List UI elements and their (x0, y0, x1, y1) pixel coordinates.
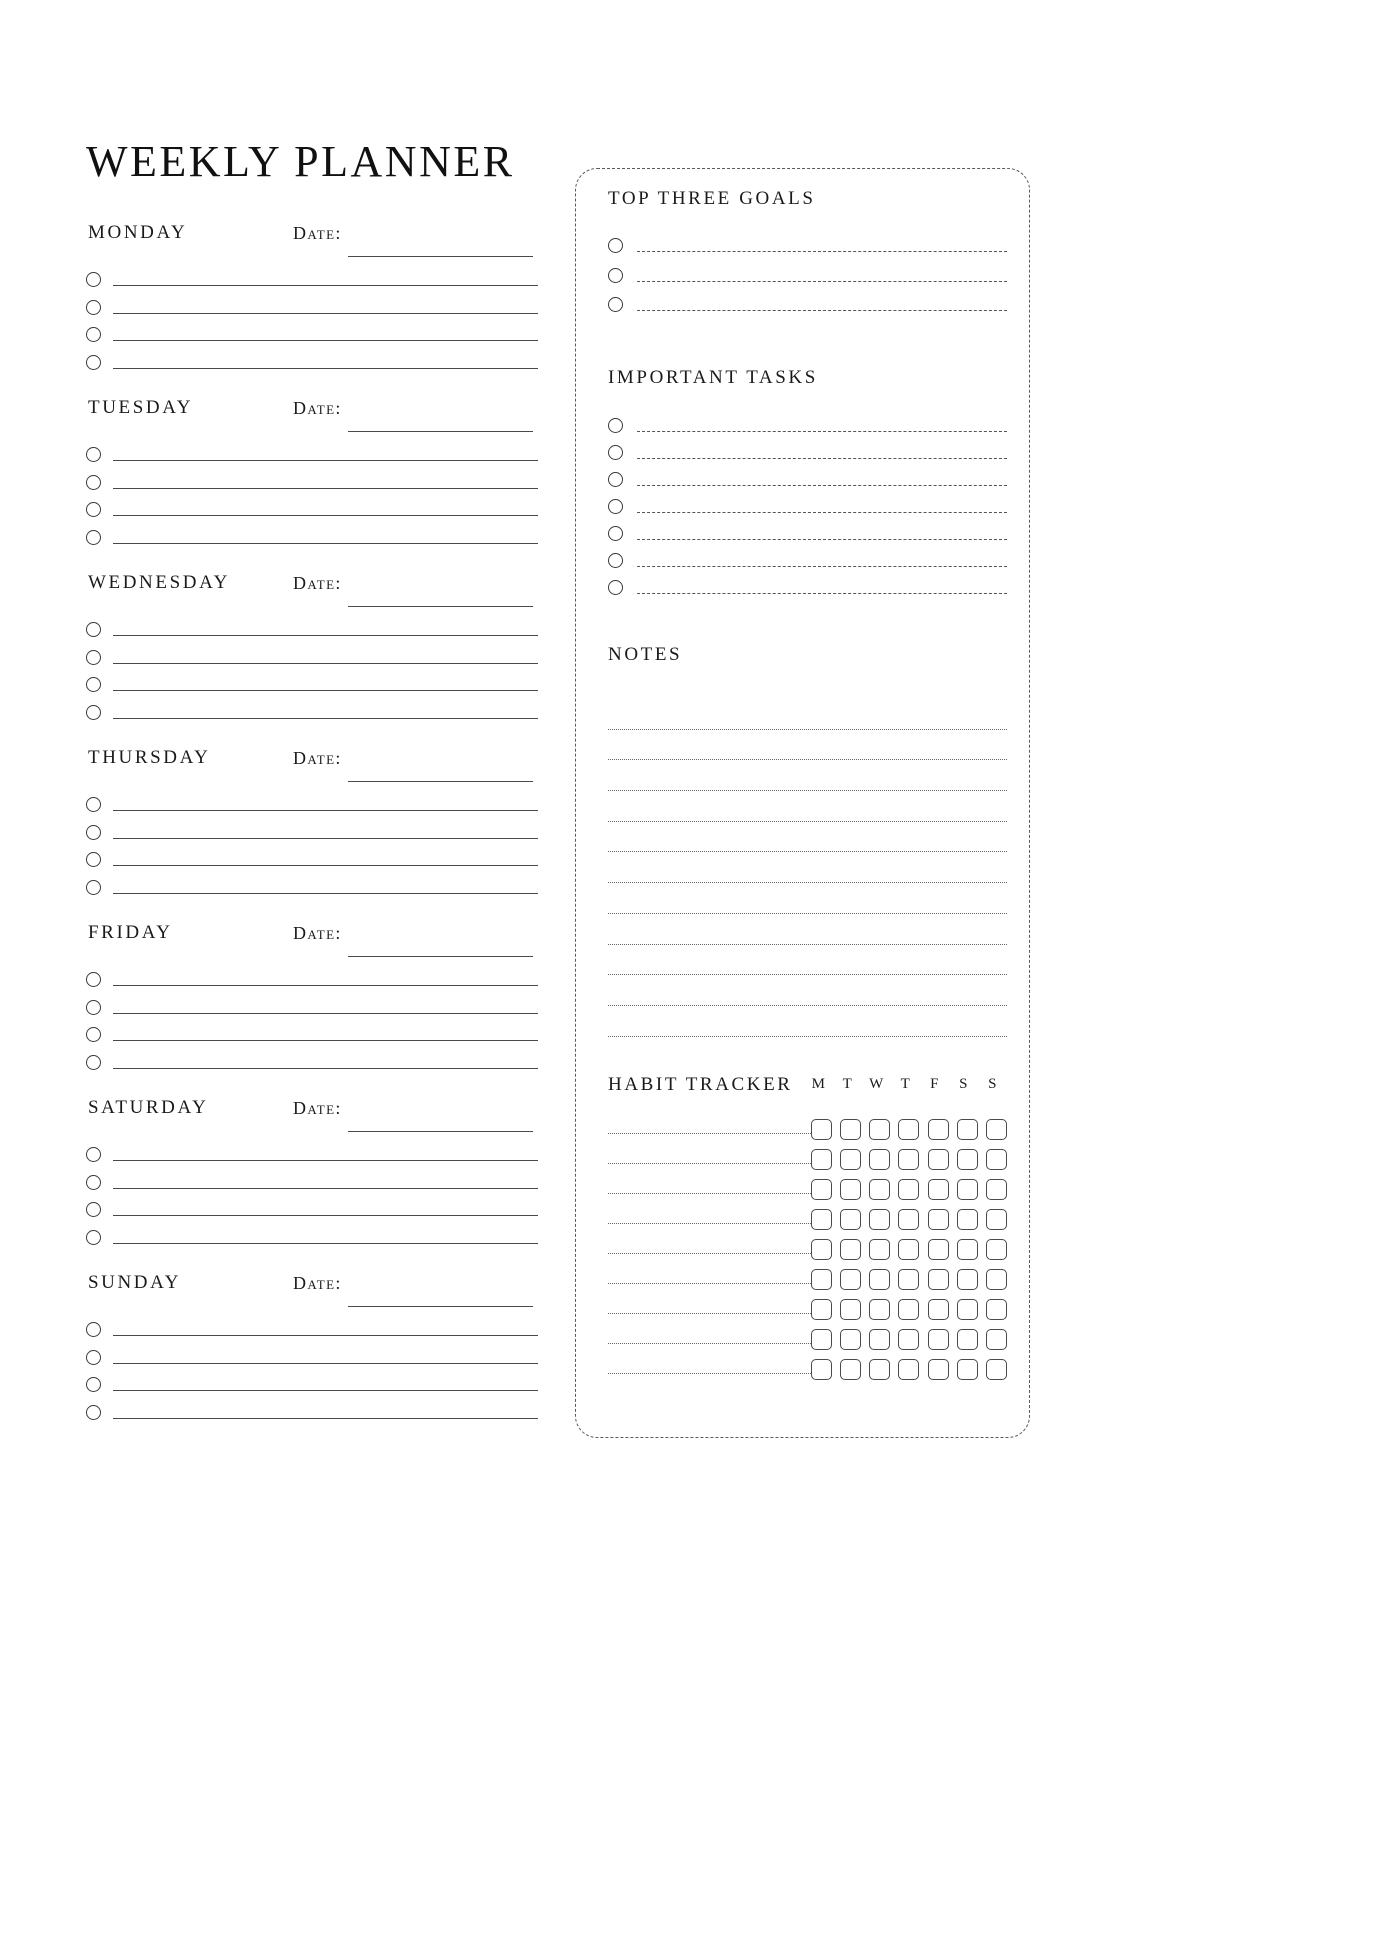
day-header (86, 922, 538, 966)
day-task-row[interactable] (86, 819, 538, 847)
important-tasks-list (608, 412, 1007, 601)
habit-checkbox-group (811, 1119, 1007, 1140)
task-write-line[interactable] (113, 460, 538, 461)
date-input-line[interactable] (348, 956, 533, 957)
habit-checkbox[interactable] (898, 1239, 919, 1260)
day-task-row[interactable] (86, 644, 538, 672)
checkbox-circle-icon[interactable] (86, 1027, 101, 1042)
habit-checkbox[interactable] (869, 1179, 890, 1200)
habit-checkbox[interactable] (986, 1239, 1007, 1260)
checkbox-circle-icon[interactable] (608, 268, 623, 283)
habit-row[interactable] (608, 1354, 1007, 1384)
habit-checkbox[interactable] (986, 1329, 1007, 1350)
task-write-line[interactable] (113, 515, 538, 516)
task-write-line[interactable] (113, 543, 538, 544)
checkbox-circle-icon[interactable] (86, 650, 101, 665)
day-task-row[interactable] (86, 1196, 538, 1224)
day-task-row[interactable] (86, 524, 538, 552)
date-label: Date: (293, 573, 342, 593)
day-name-thursday: THURSDAY (88, 747, 211, 768)
date-label: Date: (293, 1273, 342, 1293)
checkbox-circle-icon[interactable] (86, 1055, 101, 1070)
checkbox-circle-icon[interactable] (86, 1147, 101, 1162)
checkbox-circle-icon[interactable] (86, 502, 101, 517)
task-write-line[interactable] (113, 810, 538, 811)
date-label: Date: (293, 923, 342, 943)
habit-checkbox[interactable] (928, 1359, 949, 1380)
habit-checkbox[interactable] (898, 1359, 919, 1380)
habit-day-initials (804, 1076, 1007, 1093)
checkbox-circle-icon[interactable] (608, 472, 623, 487)
date-input-line[interactable] (348, 1306, 533, 1307)
task-write-line[interactable] (113, 340, 538, 341)
important-task-row[interactable] (608, 574, 1007, 601)
right-panel (575, 168, 1030, 1438)
day-header (86, 1097, 538, 1141)
note-write-line[interactable] (608, 1006, 1007, 1037)
habit-checkbox[interactable] (811, 1299, 832, 1320)
day-block (86, 747, 538, 901)
habit-checkbox[interactable] (869, 1239, 890, 1260)
note-write-line[interactable] (608, 699, 1007, 730)
day-task-row[interactable] (86, 1141, 538, 1169)
day-block (86, 397, 538, 551)
day-task-row[interactable] (86, 1021, 538, 1049)
checkbox-circle-icon[interactable] (86, 300, 101, 315)
habit-checkbox[interactable] (957, 1149, 978, 1170)
habit-name-line[interactable] (608, 1163, 811, 1164)
important-task-row[interactable] (608, 466, 1007, 493)
task-write-line[interactable] (113, 985, 538, 986)
habit-checkbox[interactable] (986, 1269, 1007, 1290)
task-write-line[interactable] (113, 635, 538, 636)
habit-checkbox-group (811, 1359, 1007, 1380)
habit-checkbox[interactable] (869, 1359, 890, 1380)
task-write-line[interactable] (113, 663, 538, 664)
checkbox-circle-icon[interactable] (608, 445, 623, 460)
habit-checkbox[interactable] (898, 1149, 919, 1170)
day-task-row[interactable] (86, 321, 538, 349)
habit-name-line[interactable] (608, 1253, 811, 1254)
habit-tracker-header (608, 1074, 1007, 1114)
checkbox-circle-icon[interactable] (86, 1350, 101, 1365)
checkbox-circle-icon[interactable] (608, 526, 623, 541)
task-write-line[interactable] (113, 1188, 538, 1189)
date-label: Date: (293, 748, 342, 768)
task-write-line[interactable] (113, 1418, 538, 1419)
checkbox-circle-icon[interactable] (86, 1377, 101, 1392)
checkbox-circle-icon[interactable] (608, 238, 623, 253)
habit-checkbox[interactable] (957, 1119, 978, 1140)
day-task-row[interactable] (86, 846, 538, 874)
checkbox-circle-icon[interactable] (86, 355, 101, 370)
habit-day-initial: S (988, 1076, 997, 1092)
habit-name-line[interactable] (608, 1193, 811, 1194)
day-header (86, 397, 538, 441)
habit-row[interactable] (608, 1264, 1007, 1294)
habit-row[interactable] (608, 1324, 1007, 1354)
day-header (86, 222, 538, 266)
checkbox-circle-icon[interactable] (608, 580, 623, 595)
habit-checkbox[interactable] (957, 1179, 978, 1200)
day-task-row[interactable] (86, 616, 538, 644)
day-task-row[interactable] (86, 1371, 538, 1399)
task-write-line[interactable] (113, 1013, 538, 1014)
write-line[interactable] (637, 485, 1007, 486)
habit-checkbox[interactable] (840, 1149, 861, 1170)
habit-checkbox[interactable] (869, 1209, 890, 1230)
day-task-row[interactable] (86, 874, 538, 902)
checkbox-circle-icon[interactable] (86, 705, 101, 720)
day-name-saturday: SATURDAY (88, 1097, 209, 1118)
habit-row[interactable] (608, 1234, 1007, 1264)
habit-day-initial: W (869, 1076, 884, 1092)
task-write-line[interactable] (113, 1363, 538, 1364)
day-task-row[interactable] (86, 1224, 538, 1252)
task-write-line[interactable] (113, 1040, 538, 1041)
important-task-row[interactable] (608, 412, 1007, 439)
important-task-row[interactable] (608, 493, 1007, 520)
habit-name-line[interactable] (608, 1373, 811, 1374)
habit-day-initial: T (900, 1076, 911, 1092)
habit-checkbox[interactable] (957, 1299, 978, 1320)
goal-row[interactable] (608, 290, 1007, 320)
habit-checkbox[interactable] (898, 1299, 919, 1320)
habit-checkbox[interactable] (811, 1329, 832, 1350)
habit-checkbox[interactable] (986, 1149, 1007, 1170)
checkbox-circle-icon[interactable] (608, 499, 623, 514)
habit-checkbox[interactable] (840, 1179, 861, 1200)
habit-checkbox[interactable] (898, 1179, 919, 1200)
checkbox-circle-icon[interactable] (86, 447, 101, 462)
day-name-monday: MONDAY (88, 222, 188, 243)
habit-checkbox[interactable] (957, 1329, 978, 1350)
habit-checkbox[interactable] (869, 1269, 890, 1290)
habit-checkbox[interactable] (811, 1359, 832, 1380)
habit-checkbox[interactable] (986, 1299, 1007, 1320)
habit-checkbox[interactable] (840, 1329, 861, 1350)
task-write-line[interactable] (113, 865, 538, 866)
habit-checkbox[interactable] (928, 1179, 949, 1200)
note-write-line[interactable] (608, 852, 1007, 883)
checkbox-circle-icon[interactable] (86, 475, 101, 490)
checkbox-circle-icon[interactable] (86, 880, 101, 895)
habit-checkbox[interactable] (986, 1119, 1007, 1140)
checkbox-circle-icon[interactable] (86, 327, 101, 342)
habit-checkbox-group (811, 1329, 1007, 1350)
task-write-line[interactable] (113, 690, 538, 691)
task-write-line[interactable] (113, 368, 538, 369)
checkbox-circle-icon[interactable] (86, 1322, 101, 1337)
checkbox-circle-icon[interactable] (86, 797, 101, 812)
date-input-line[interactable] (348, 606, 533, 607)
task-write-line[interactable] (113, 1068, 538, 1069)
habit-checkbox[interactable] (957, 1209, 978, 1230)
habit-checkbox[interactable] (811, 1119, 832, 1140)
habit-checkbox-group (811, 1209, 1007, 1230)
note-write-line[interactable] (608, 945, 1007, 976)
day-block (86, 922, 538, 1076)
habit-checkbox[interactable] (957, 1239, 978, 1260)
day-task-row[interactable] (86, 1316, 538, 1344)
note-write-line[interactable] (608, 914, 1007, 945)
task-write-line[interactable] (113, 1215, 538, 1216)
habit-checkbox-group (811, 1179, 1007, 1200)
day-task-row[interactable] (86, 496, 538, 524)
weekday-column (86, 222, 538, 1447)
day-name-friday: FRIDAY (88, 922, 173, 943)
habit-checkbox[interactable] (928, 1239, 949, 1260)
habit-checkbox[interactable] (986, 1179, 1007, 1200)
checkbox-circle-icon[interactable] (608, 553, 623, 568)
note-write-line[interactable] (608, 760, 1007, 791)
habit-checkbox[interactable] (928, 1329, 949, 1350)
habit-checkbox[interactable] (869, 1119, 890, 1140)
checkbox-circle-icon[interactable] (86, 677, 101, 692)
note-write-line[interactable] (608, 822, 1007, 853)
habit-checkbox[interactable] (869, 1329, 890, 1350)
habit-checkbox[interactable] (957, 1359, 978, 1380)
write-line[interactable] (637, 512, 1007, 513)
habit-row[interactable] (608, 1174, 1007, 1204)
day-task-row[interactable] (86, 791, 538, 819)
checkbox-circle-icon[interactable] (86, 825, 101, 840)
habit-name-line[interactable] (608, 1313, 811, 1314)
day-task-row[interactable] (86, 469, 538, 497)
day-name-tuesday: TUESDAY (88, 397, 194, 418)
day-task-row[interactable] (86, 994, 538, 1022)
day-task-row[interactable] (86, 294, 538, 322)
habit-checkbox[interactable] (840, 1359, 861, 1380)
page-title: WEEKLY PLANNER (86, 137, 515, 186)
habit-checkbox[interactable] (811, 1209, 832, 1230)
day-header (86, 572, 538, 616)
note-write-line[interactable] (608, 730, 1007, 761)
habit-checkbox-group (811, 1269, 1007, 1290)
habit-checkbox[interactable] (928, 1299, 949, 1320)
habit-checkbox[interactable] (811, 1269, 832, 1290)
habit-day-initial: T (842, 1076, 853, 1092)
habit-checkbox[interactable] (811, 1179, 832, 1200)
day-block (86, 572, 538, 726)
write-line[interactable] (637, 281, 1007, 282)
habit-day-initial: S (959, 1076, 968, 1092)
checkbox-circle-icon[interactable] (86, 1230, 101, 1245)
habit-checkbox[interactable] (811, 1239, 832, 1260)
goal-row[interactable] (608, 231, 1007, 261)
day-task-row[interactable] (86, 1169, 538, 1197)
top-three-goals-heading: TOP THREE GOALS (608, 188, 816, 209)
habit-checkbox[interactable] (840, 1119, 861, 1140)
day-block (86, 222, 538, 376)
task-write-line[interactable] (113, 1160, 538, 1161)
task-write-line[interactable] (113, 313, 538, 314)
write-line[interactable] (637, 539, 1007, 540)
checkbox-circle-icon[interactable] (86, 622, 101, 637)
habit-name-line[interactable] (608, 1223, 811, 1224)
habit-tracker-rows (608, 1114, 1007, 1384)
write-line[interactable] (637, 251, 1007, 252)
task-write-line[interactable] (113, 893, 538, 894)
habit-checkbox[interactable] (986, 1359, 1007, 1380)
habit-checkbox-group (811, 1299, 1007, 1320)
task-write-line[interactable] (113, 838, 538, 839)
habit-checkbox[interactable] (928, 1149, 949, 1170)
date-input-line[interactable] (348, 256, 533, 257)
habit-checkbox[interactable] (811, 1149, 832, 1170)
habit-checkbox[interactable] (840, 1239, 861, 1260)
habit-checkbox[interactable] (840, 1269, 861, 1290)
habit-checkbox[interactable] (869, 1149, 890, 1170)
checkbox-circle-icon[interactable] (608, 418, 623, 433)
write-line[interactable] (637, 458, 1007, 459)
goal-row[interactable] (608, 261, 1007, 291)
habit-row[interactable] (608, 1204, 1007, 1234)
task-write-line[interactable] (113, 1243, 538, 1244)
task-write-line[interactable] (113, 1390, 538, 1391)
day-task-row[interactable] (86, 699, 538, 727)
important-tasks-heading: IMPORTANT TASKS (608, 367, 818, 388)
checkbox-circle-icon[interactable] (86, 272, 101, 287)
day-header (86, 747, 538, 791)
habit-checkbox[interactable] (957, 1269, 978, 1290)
write-line[interactable] (637, 310, 1007, 311)
habit-checkbox[interactable] (869, 1299, 890, 1320)
task-write-line[interactable] (113, 1335, 538, 1336)
day-task-row[interactable] (86, 1344, 538, 1372)
date-label: Date: (293, 1098, 342, 1118)
checkbox-circle-icon[interactable] (86, 852, 101, 867)
habit-checkbox-group (811, 1239, 1007, 1260)
habit-checkbox[interactable] (898, 1119, 919, 1140)
date-label: Date: (293, 398, 342, 418)
habit-checkbox[interactable] (928, 1209, 949, 1230)
habit-day-initial: M (811, 1076, 826, 1092)
day-task-row[interactable] (86, 266, 538, 294)
habit-day-initial: F (930, 1076, 939, 1092)
day-block (86, 1272, 538, 1426)
habit-name-line[interactable] (608, 1283, 811, 1284)
checkbox-circle-icon[interactable] (608, 297, 623, 312)
task-write-line[interactable] (113, 718, 538, 719)
day-task-row[interactable] (86, 1399, 538, 1427)
habit-checkbox[interactable] (928, 1269, 949, 1290)
day-header (86, 1272, 538, 1316)
important-task-row[interactable] (608, 520, 1007, 547)
day-task-row[interactable] (86, 1049, 538, 1077)
day-block (86, 1097, 538, 1251)
habit-row[interactable] (608, 1114, 1007, 1144)
checkbox-circle-icon[interactable] (86, 1000, 101, 1015)
habit-checkbox[interactable] (840, 1299, 861, 1320)
day-name-wednesday: WEDNESDAY (88, 572, 230, 593)
checkbox-circle-icon[interactable] (86, 1405, 101, 1420)
day-name-sunday: SUNDAY (88, 1272, 182, 1293)
habit-checkbox[interactable] (898, 1269, 919, 1290)
write-line[interactable] (637, 431, 1007, 432)
notes-heading: NOTES (608, 644, 683, 665)
habit-checkbox[interactable] (840, 1209, 861, 1230)
checkbox-circle-icon[interactable] (86, 1202, 101, 1217)
checkbox-circle-icon[interactable] (86, 1175, 101, 1190)
habit-row[interactable] (608, 1144, 1007, 1174)
date-label: Date: (293, 223, 342, 243)
habit-checkbox[interactable] (928, 1119, 949, 1140)
habit-checkbox[interactable] (898, 1329, 919, 1350)
habit-tracker-heading: HABIT TRACKER (608, 1074, 793, 1095)
habit-checkbox-group (811, 1149, 1007, 1170)
write-line[interactable] (637, 566, 1007, 567)
date-input-line[interactable] (348, 1131, 533, 1132)
checkbox-circle-icon[interactable] (86, 972, 101, 987)
day-task-row[interactable] (86, 966, 538, 994)
habit-name-line[interactable] (608, 1133, 811, 1134)
note-write-line[interactable] (608, 791, 1007, 822)
checkbox-circle-icon[interactable] (86, 530, 101, 545)
day-task-row[interactable] (86, 671, 538, 699)
habit-checkbox[interactable] (986, 1209, 1007, 1230)
task-write-line[interactable] (113, 488, 538, 489)
note-write-line[interactable] (608, 975, 1007, 1006)
habit-name-line[interactable] (608, 1343, 811, 1344)
note-write-line[interactable] (608, 883, 1007, 914)
notes-lines (608, 699, 1007, 1037)
date-input-line[interactable] (348, 781, 533, 782)
day-task-row[interactable] (86, 349, 538, 377)
habit-row[interactable] (608, 1294, 1007, 1324)
important-task-row[interactable] (608, 439, 1007, 466)
important-task-row[interactable] (608, 547, 1007, 574)
habit-tracker (608, 1074, 1007, 1384)
write-line[interactable] (637, 593, 1007, 594)
day-task-row[interactable] (86, 441, 538, 469)
task-write-line[interactable] (113, 285, 538, 286)
habit-checkbox[interactable] (898, 1209, 919, 1230)
date-input-line[interactable] (348, 431, 533, 432)
top-three-goals-list (608, 231, 1007, 320)
